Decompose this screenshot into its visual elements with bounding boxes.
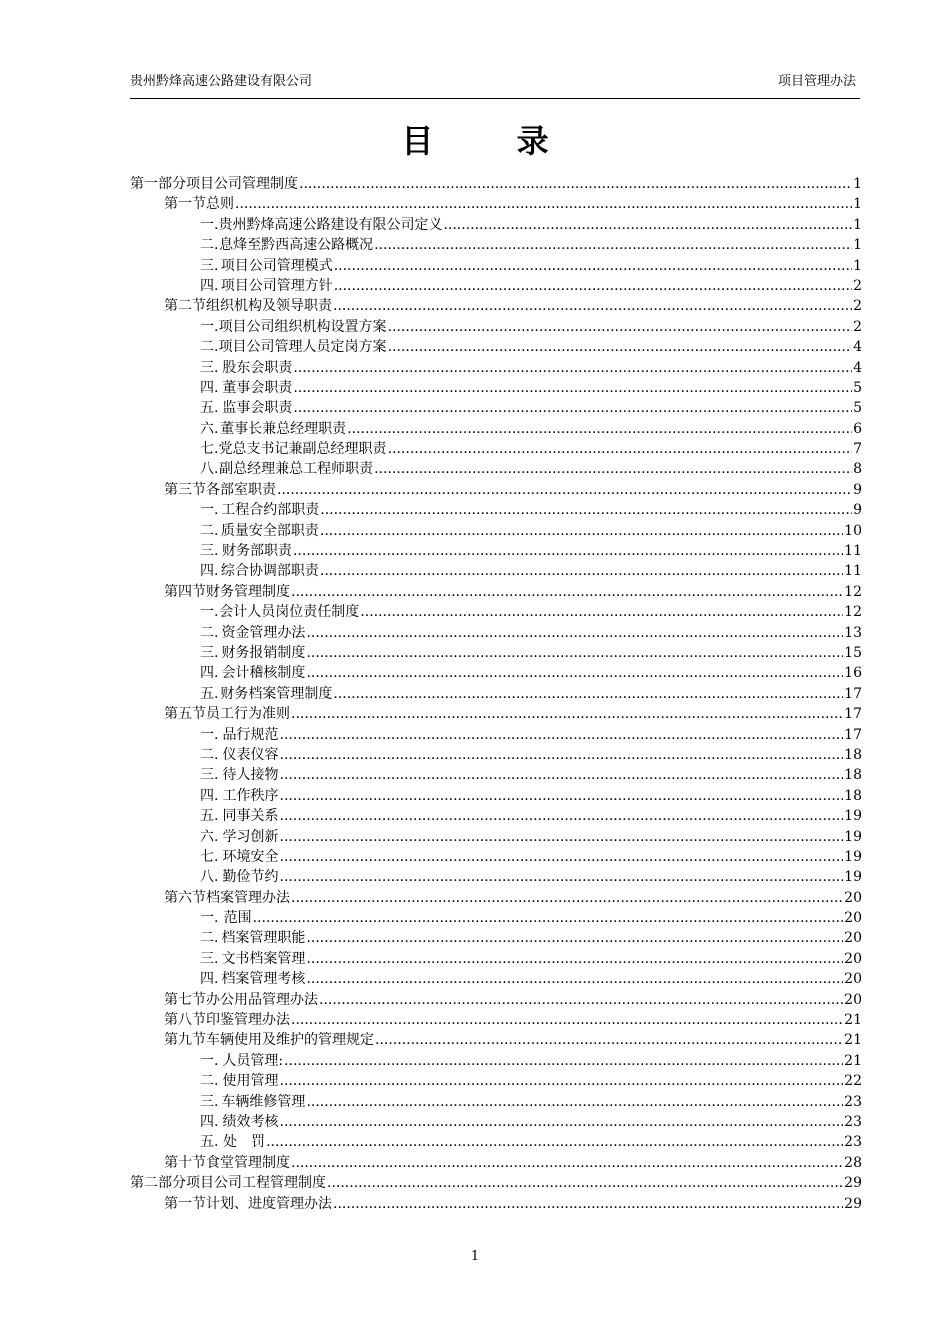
toc-leader-dots bbox=[360, 602, 843, 622]
toc-entry-number: 五. bbox=[200, 1134, 219, 1151]
toc-entry[interactable] bbox=[130, 867, 862, 887]
toc-entry-number: 第四节 bbox=[164, 583, 206, 600]
toc-leader-dots bbox=[253, 908, 844, 928]
toc-leader-dots bbox=[293, 358, 852, 378]
toc-entry[interactable] bbox=[130, 398, 862, 418]
toc-entry[interactable] bbox=[130, 1030, 862, 1050]
toc-entry-page: 23 bbox=[844, 1134, 862, 1151]
toc-entry-page: 6 bbox=[853, 420, 862, 437]
toc-entry-label: 财务部职责 bbox=[221, 543, 292, 560]
toc-entry-label: 仪表仪容 bbox=[222, 746, 279, 763]
toc-entry-label: 品行规范 bbox=[222, 726, 279, 743]
toc-leader-dots bbox=[293, 541, 843, 561]
toc-entry-label: 资金管理办法 bbox=[221, 624, 306, 641]
toc-entry-number: 二. bbox=[200, 624, 219, 641]
toc-entry[interactable] bbox=[130, 480, 862, 500]
toc-entry-page: 11 bbox=[844, 563, 862, 580]
toc-leader-dots bbox=[347, 419, 852, 439]
toc-entry-number: 第二部分 bbox=[130, 1175, 186, 1192]
toc-entry-label: 董事长兼总经理职责 bbox=[220, 420, 347, 437]
toc-entry[interactable] bbox=[130, 786, 862, 806]
toc-leader-dots bbox=[293, 398, 852, 418]
toc-leader-dots bbox=[306, 969, 843, 989]
toc-entry-page: 19 bbox=[844, 808, 862, 825]
toc-entry-number: 四. bbox=[200, 787, 219, 804]
toc-entry-number: 二. bbox=[200, 522, 219, 539]
toc-leader-dots bbox=[306, 663, 843, 683]
toc-entry[interactable] bbox=[130, 827, 862, 847]
toc-leader-dots bbox=[280, 867, 844, 887]
toc-entry-page: 18 bbox=[844, 746, 862, 763]
toc-entry[interactable] bbox=[130, 928, 862, 948]
toc-entry-label: 员工行为准则 bbox=[206, 706, 290, 723]
toc-entry-number: 八. bbox=[200, 461, 219, 478]
toc-entry[interactable] bbox=[130, 1071, 862, 1091]
toc-entry-label: 项目公司管理人员定岗方案 bbox=[218, 339, 387, 356]
toc-entry-page: 29 bbox=[844, 1175, 862, 1192]
toc-leader-dots bbox=[334, 256, 852, 276]
toc-entry-label: 综合协调部职责 bbox=[220, 563, 319, 580]
table-of-contents bbox=[130, 174, 862, 1214]
toc-entry-page: 20 bbox=[844, 930, 862, 947]
toc-entry-number: 四. bbox=[200, 379, 219, 396]
toc-leader-dots bbox=[320, 561, 843, 581]
toc-entry-number: 第一节 bbox=[164, 1195, 206, 1212]
toc-entry[interactable] bbox=[130, 1051, 862, 1071]
toc-entry-number: 四. bbox=[200, 563, 219, 580]
toc-leader-dots bbox=[374, 235, 852, 255]
toc-entry-page: 4 bbox=[853, 339, 862, 356]
toc-entry-page: 19 bbox=[844, 869, 862, 886]
toc-leader-dots bbox=[280, 745, 844, 765]
toc-leader-dots bbox=[280, 806, 844, 826]
toc-leader-dots bbox=[334, 276, 852, 296]
toc-entry[interactable] bbox=[130, 949, 862, 969]
toc-entry-label: 监事会职责 bbox=[222, 400, 293, 417]
toc-leader-dots bbox=[306, 1092, 843, 1112]
toc-entry[interactable] bbox=[130, 1132, 862, 1152]
toc-entry[interactable] bbox=[130, 582, 862, 602]
toc-entry-label: 档案管理考核 bbox=[221, 971, 306, 988]
toc-entry-number: 第九节 bbox=[164, 1032, 206, 1049]
toc-entry-number: 七. bbox=[200, 848, 219, 865]
toc-entry[interactable] bbox=[130, 888, 862, 908]
toc-entry-label: 董事会职责 bbox=[222, 379, 293, 396]
toc-entry-number: 三. bbox=[200, 950, 219, 967]
toc-leader-dots bbox=[333, 296, 852, 316]
toc-entry-page: 17 bbox=[844, 726, 862, 743]
toc-entry[interactable] bbox=[130, 806, 862, 826]
toc-entry-page: 13 bbox=[844, 624, 862, 641]
toc-entry-number: 第二节 bbox=[164, 298, 206, 315]
toc-entry-page: 23 bbox=[844, 1113, 862, 1130]
toc-entry-number: 三. bbox=[200, 767, 219, 784]
toc-entry-label: 项目公司管理方针 bbox=[220, 277, 333, 294]
toc-entry-label: 档案管理办法 bbox=[206, 889, 290, 906]
toc-leader-dots bbox=[388, 317, 853, 337]
toc-entry[interactable] bbox=[130, 847, 862, 867]
toc-leader-dots bbox=[306, 928, 843, 948]
toc-entry-label: 工程合约部职责 bbox=[221, 502, 320, 519]
toc-entry-page: 20 bbox=[844, 950, 862, 967]
toc-entry-page: 2 bbox=[853, 318, 862, 335]
toc-leader-dots bbox=[280, 725, 844, 745]
toc-entry[interactable] bbox=[130, 317, 862, 337]
toc-entry[interactable] bbox=[130, 765, 862, 785]
toc-entry-page: 8 bbox=[853, 461, 862, 478]
toc-entry-page: 18 bbox=[844, 767, 862, 784]
toc-entry-label: 项目公司工程管理制度 bbox=[186, 1175, 326, 1192]
toc-entry[interactable] bbox=[130, 459, 862, 479]
toc-entry-number: 四. bbox=[200, 665, 219, 682]
toc-entry-number: 第三节 bbox=[164, 481, 206, 498]
toc-entry-page: 9 bbox=[853, 481, 862, 498]
toc-entry-label: 印鉴管理办法 bbox=[206, 1012, 290, 1029]
toc-entry-label: 工作秩序 bbox=[222, 787, 279, 804]
toc-entry-page: 1 bbox=[853, 176, 862, 192]
toc-leader-dots bbox=[320, 500, 852, 520]
toc-entry-page: 21 bbox=[844, 1012, 862, 1029]
toc-leader-dots bbox=[375, 1030, 843, 1050]
toc-entry-page: 4 bbox=[853, 359, 862, 376]
toc-entry-number: 一. bbox=[200, 910, 219, 927]
toc-entry-number: 五. bbox=[200, 400, 219, 417]
toc-entry-page: 15 bbox=[844, 644, 862, 661]
toc-entry-number: 一. bbox=[200, 502, 219, 519]
toc-leader-dots bbox=[388, 337, 853, 357]
toc-entry-label: 会计稽核制度 bbox=[221, 665, 306, 682]
toc-entry-number: 第一节 bbox=[164, 196, 206, 213]
toc-entry[interactable] bbox=[130, 643, 862, 663]
toc-leader-dots bbox=[284, 1051, 843, 1071]
toc-entry[interactable] bbox=[130, 602, 862, 622]
toc-entry[interactable] bbox=[130, 296, 862, 316]
toc-entry-number: 六. bbox=[200, 828, 219, 845]
toc-entry-number: 第八节 bbox=[164, 1012, 206, 1029]
toc-entry-label: 绩效考核 bbox=[222, 1113, 279, 1130]
toc-leader-dots bbox=[280, 1112, 844, 1132]
toc-entry-label: 环境安全 bbox=[222, 848, 279, 865]
toc-entry-label: 总则 bbox=[206, 196, 234, 213]
toc-entry-number: 二. bbox=[200, 746, 219, 763]
toc-entry[interactable] bbox=[130, 276, 862, 296]
toc-entry-number: 一. bbox=[200, 604, 219, 621]
toc-entry-number: 二. bbox=[200, 1073, 219, 1090]
toc-entry-label: 项目公司组织机构设置方案 bbox=[218, 318, 387, 335]
toc-leader-dots bbox=[319, 990, 843, 1010]
toc-entry[interactable] bbox=[130, 1092, 862, 1112]
toc-leader-dots bbox=[291, 888, 843, 908]
toc-entry-label: 车辆维修管理 bbox=[221, 1093, 306, 1110]
toc-entry-number: 四. bbox=[200, 277, 219, 294]
toc-leader-dots bbox=[277, 480, 852, 500]
toc-leader-dots bbox=[333, 684, 843, 704]
toc-entry-page: 7 bbox=[853, 441, 862, 458]
toc-entry-label: 人员管理: bbox=[222, 1052, 284, 1069]
toc-entry-page: 1 bbox=[853, 257, 862, 274]
toc-entry[interactable] bbox=[130, 541, 862, 561]
toc-entry-page: 1 bbox=[853, 216, 862, 233]
toc-entry-label: 财务档案管理制度 bbox=[220, 685, 333, 702]
toc-entry-page: 18 bbox=[844, 787, 862, 804]
toc-entry[interactable] bbox=[130, 908, 862, 928]
toc-entry-page: 19 bbox=[844, 848, 862, 865]
toc-entry[interactable] bbox=[130, 358, 862, 378]
toc-entry[interactable] bbox=[130, 1194, 862, 1214]
toc-entry-number: 五. bbox=[200, 808, 219, 825]
toc-leader-dots bbox=[388, 439, 853, 459]
toc-entry-label: 食堂管理制度 bbox=[206, 1154, 290, 1171]
toc-entry-page: 1 bbox=[853, 196, 862, 213]
toc-entry-page: 12 bbox=[844, 583, 862, 600]
toc-entry[interactable] bbox=[130, 500, 862, 520]
toc-entry-page: 19 bbox=[844, 828, 862, 845]
toc-entry-number: 第六节 bbox=[164, 889, 206, 906]
toc-leader-dots bbox=[333, 1194, 843, 1214]
toc-entry-number: 一. bbox=[200, 318, 219, 335]
toc-entry-label: 使用管理 bbox=[222, 1073, 279, 1090]
toc-leader-dots bbox=[327, 1173, 843, 1193]
toc-entry-label: 范围 bbox=[223, 910, 252, 927]
toc-leader-dots bbox=[235, 194, 852, 214]
toc-leader-dots bbox=[280, 847, 844, 867]
toc-entry-number: 二. bbox=[200, 930, 219, 947]
toc-leader-dots bbox=[293, 378, 852, 398]
toc-entry-label: 档案管理职能 bbox=[221, 930, 306, 947]
toc-entry-number: 四. bbox=[200, 971, 219, 988]
toc-entry-label: 组织机构及领导职责 bbox=[206, 298, 332, 315]
toc-entry-number: 五. bbox=[200, 685, 219, 702]
toc-entry-number: 四. bbox=[200, 1113, 219, 1130]
toc-leader-dots bbox=[280, 765, 844, 785]
toc-entry[interactable] bbox=[130, 439, 862, 459]
toc-entry-label: 车辆使用及维护的管理规定 bbox=[206, 1032, 374, 1049]
toc-entry[interactable] bbox=[130, 256, 862, 276]
toc-entry[interactable] bbox=[130, 337, 862, 357]
toc-entry-label: 各部室职责 bbox=[206, 481, 276, 498]
page-title: 目 录 bbox=[401, 122, 585, 160]
toc-entry-label: 质量安全部职责 bbox=[220, 522, 319, 539]
toc-entry-number: 二. bbox=[200, 237, 219, 254]
toc-entry-label: 处 罚 bbox=[223, 1134, 266, 1151]
toc-entry-label: 文书档案管理 bbox=[221, 950, 306, 967]
toc-entry[interactable] bbox=[130, 521, 862, 541]
toc-entry-number: 二. bbox=[200, 339, 219, 356]
toc-entry-page: 28 bbox=[844, 1154, 862, 1171]
toc-entry-label: 待人接物 bbox=[222, 767, 279, 784]
toc-entry-number: 第十节 bbox=[164, 1154, 206, 1171]
header-company: 贵州黔烽高速公路建设有限公司 bbox=[130, 74, 313, 89]
toc-entry-number: 三. bbox=[200, 644, 219, 661]
toc-entry-number: 三. bbox=[200, 543, 219, 560]
toc-entry-page: 20 bbox=[844, 889, 862, 906]
toc-entry-page: 29 bbox=[844, 1195, 862, 1212]
toc-entry-page: 9 bbox=[853, 502, 862, 519]
toc-entry-number: 第七节 bbox=[164, 991, 206, 1008]
toc-leader-dots bbox=[291, 582, 843, 602]
toc-leader-dots bbox=[306, 949, 843, 969]
toc-entry-label: 贵州黔烽高速公路建设有限公司定义 bbox=[218, 216, 443, 233]
toc-entry-label: 副总经理兼总工程师职责 bbox=[219, 461, 374, 478]
toc-entry[interactable] bbox=[130, 1173, 862, 1193]
toc-entry-page: 5 bbox=[853, 400, 862, 417]
toc-entry-page: 17 bbox=[844, 685, 862, 702]
toc-entry[interactable] bbox=[130, 663, 862, 683]
toc-entry-label: 会计人员岗位责任制度 bbox=[219, 604, 360, 621]
toc-entry-page: 2 bbox=[853, 277, 862, 294]
toc-entry-number: 第一部分 bbox=[130, 176, 186, 192]
toc-entry-page: 2 bbox=[853, 298, 862, 315]
toc-leader-dots bbox=[374, 459, 852, 479]
toc-entry-label: 党总支书记兼副总经理职责 bbox=[218, 441, 387, 458]
toc-leader-dots bbox=[291, 704, 843, 724]
toc-entry-page: 21 bbox=[844, 1032, 862, 1049]
toc-entry-number: 七. bbox=[200, 441, 219, 458]
header-doc-title: 项目管理办法 bbox=[777, 74, 856, 89]
toc-entry-page: 16 bbox=[844, 665, 862, 682]
toc-entry-label: 项目公司管理模式 bbox=[220, 257, 333, 274]
toc-entry-page: 23 bbox=[844, 1093, 862, 1110]
toc-entry[interactable] bbox=[130, 174, 862, 194]
toc-leader-dots bbox=[306, 643, 843, 663]
toc-entry[interactable] bbox=[130, 745, 862, 765]
toc-entry-page: 20 bbox=[844, 971, 862, 988]
toc-leader-dots bbox=[280, 827, 844, 847]
toc-entry-label: 计划、进度管理办法 bbox=[206, 1195, 332, 1212]
toc-entry[interactable] bbox=[130, 1153, 862, 1173]
toc-entry-label: 财务管理制度 bbox=[206, 583, 290, 600]
toc-entry[interactable] bbox=[130, 235, 862, 255]
toc-leader-dots bbox=[280, 1071, 844, 1091]
toc-entry[interactable] bbox=[130, 704, 862, 724]
toc-entry-label: 息烽至黔西高速公路概况 bbox=[219, 237, 374, 254]
toc-entry-page: 10 bbox=[844, 522, 862, 539]
toc-entry-label: 股东会职责 bbox=[222, 359, 293, 376]
toc-entry-number: 八. bbox=[200, 869, 219, 886]
toc-entry-number: 第五节 bbox=[164, 706, 206, 723]
toc-entry-page: 17 bbox=[844, 706, 862, 723]
toc-entry[interactable] bbox=[130, 1010, 862, 1030]
toc-entry-number: 一. bbox=[200, 216, 219, 233]
page-number: 1 bbox=[470, 1249, 480, 1264]
toc-entry[interactable] bbox=[130, 725, 862, 745]
toc-entry-page: 5 bbox=[853, 379, 862, 396]
toc-leader-dots bbox=[320, 521, 843, 541]
toc-entry-label: 项目公司管理制度 bbox=[186, 176, 298, 192]
toc-entry[interactable] bbox=[130, 623, 862, 643]
toc-entry-page: 21 bbox=[844, 1052, 862, 1069]
toc-entry[interactable] bbox=[130, 990, 862, 1010]
toc-entry-number: 三. bbox=[200, 1093, 219, 1110]
toc-leader-dots bbox=[299, 174, 852, 194]
toc-entry-label: 学习创新 bbox=[222, 828, 279, 845]
toc-leader-dots bbox=[266, 1132, 843, 1152]
toc-leader-dots bbox=[306, 623, 843, 643]
toc-entry[interactable] bbox=[130, 561, 862, 581]
toc-entry-page: 20 bbox=[844, 910, 862, 927]
toc-entry-page: 20 bbox=[844, 991, 862, 1008]
toc-entry[interactable] bbox=[130, 419, 862, 439]
toc-entry-page: 22 bbox=[844, 1073, 862, 1090]
toc-entry-number: 三. bbox=[200, 257, 219, 274]
toc-entry-number: 三. bbox=[200, 359, 219, 376]
page-header bbox=[130, 66, 860, 99]
toc-entry[interactable] bbox=[130, 684, 862, 704]
toc-entry[interactable] bbox=[130, 969, 862, 989]
toc-entry-page: 11 bbox=[844, 543, 862, 560]
toc-leader-dots bbox=[280, 786, 844, 806]
toc-entry[interactable] bbox=[130, 1112, 862, 1132]
toc-entry-label: 同事关系 bbox=[222, 808, 279, 825]
toc-entry[interactable] bbox=[130, 194, 862, 214]
toc-entry[interactable] bbox=[130, 378, 862, 398]
toc-entry[interactable] bbox=[130, 215, 862, 235]
toc-entry-label: 办公用品管理办法 bbox=[206, 991, 318, 1008]
toc-entry-number: 六. bbox=[200, 420, 219, 437]
toc-entry-number: 一. bbox=[200, 1052, 219, 1069]
toc-leader-dots bbox=[291, 1153, 843, 1173]
toc-leader-dots bbox=[443, 215, 852, 235]
toc-entry-label: 财务报销制度 bbox=[221, 644, 306, 661]
toc-entry-page: 1 bbox=[853, 237, 862, 254]
toc-entry-label: 勤俭节约 bbox=[222, 869, 279, 886]
toc-entry-number: 一. bbox=[200, 726, 219, 743]
toc-leader-dots bbox=[291, 1010, 843, 1030]
toc-entry-page: 12 bbox=[844, 604, 862, 621]
